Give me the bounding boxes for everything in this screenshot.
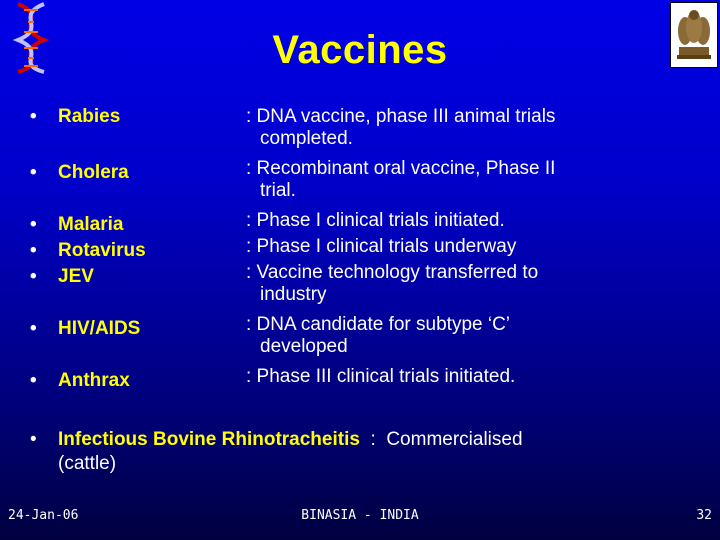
vaccine-name: Anthrax — [58, 370, 130, 391]
bottom-rest-text: : Commercialised — [359, 429, 523, 450]
desc-jev — [246, 262, 706, 306]
desc-line: : DNA vaccine, phase III animal trials — [246, 106, 556, 127]
desc-rotavirus — [246, 236, 706, 258]
bottom-second-line: (cattle) — [58, 453, 117, 474]
desc-line: : Recombinant oral vaccine, Phase II — [246, 158, 556, 179]
bullet-icon: • — [30, 318, 37, 339]
desc-line: completed. — [260, 128, 353, 149]
vaccine-name: Malaria — [58, 214, 124, 235]
bullet-icon: • — [30, 429, 37, 450]
bullet-hiv-aids — [30, 318, 140, 340]
desc-line: trial. — [260, 180, 296, 201]
vaccine-name: HIV/AIDS — [58, 318, 141, 339]
bullet-cholera — [30, 162, 129, 184]
bullet-rotavirus — [30, 240, 146, 262]
bullet-icon: • — [30, 266, 37, 287]
desc-line: : Phase III clinical trials initiated. — [246, 366, 516, 387]
bullet-icon: • — [30, 370, 37, 391]
bottom-bold-text: Infectious Bovine Rhinotracheitis — [58, 429, 360, 450]
desc-line: developed — [260, 336, 348, 357]
bullet-anthrax — [30, 370, 130, 392]
bullet-icon: • — [30, 106, 37, 127]
desc-line: : DNA candidate for subtype ‘C’ — [246, 314, 511, 335]
footer-center: BINASIA - INDIA — [301, 508, 419, 523]
vaccine-name: Rotavirus — [58, 240, 146, 261]
desc-malaria — [246, 210, 706, 232]
desc-anthrax — [246, 366, 706, 388]
desc-rabies — [246, 106, 706, 150]
bullet-icon: • — [30, 162, 37, 183]
bullet-malaria — [30, 214, 123, 236]
vaccine-name: Cholera — [58, 162, 129, 183]
bullet-icon: • — [30, 240, 37, 261]
footer-date: 24-Jan-06 — [8, 508, 79, 523]
desc-line: : Vaccine technology transferred to — [246, 262, 539, 283]
desc-cholera — [246, 158, 706, 202]
vaccine-name: JEV — [58, 266, 94, 287]
desc-line: industry — [260, 284, 327, 305]
slide-title: Vaccines — [272, 28, 448, 72]
bottom-bullet — [30, 428, 700, 476]
desc-line: : Phase I clinical trials underway — [246, 236, 517, 257]
desc-line: : Phase I clinical trials initiated. — [246, 210, 505, 231]
vaccine-name: Rabies — [58, 106, 121, 127]
bullet-icon: • — [30, 214, 37, 235]
bullet-rabies — [30, 106, 120, 128]
footer-page-number: 32 — [696, 508, 712, 523]
desc-hiv-aids — [246, 314, 706, 358]
bullet-jev — [30, 266, 94, 288]
